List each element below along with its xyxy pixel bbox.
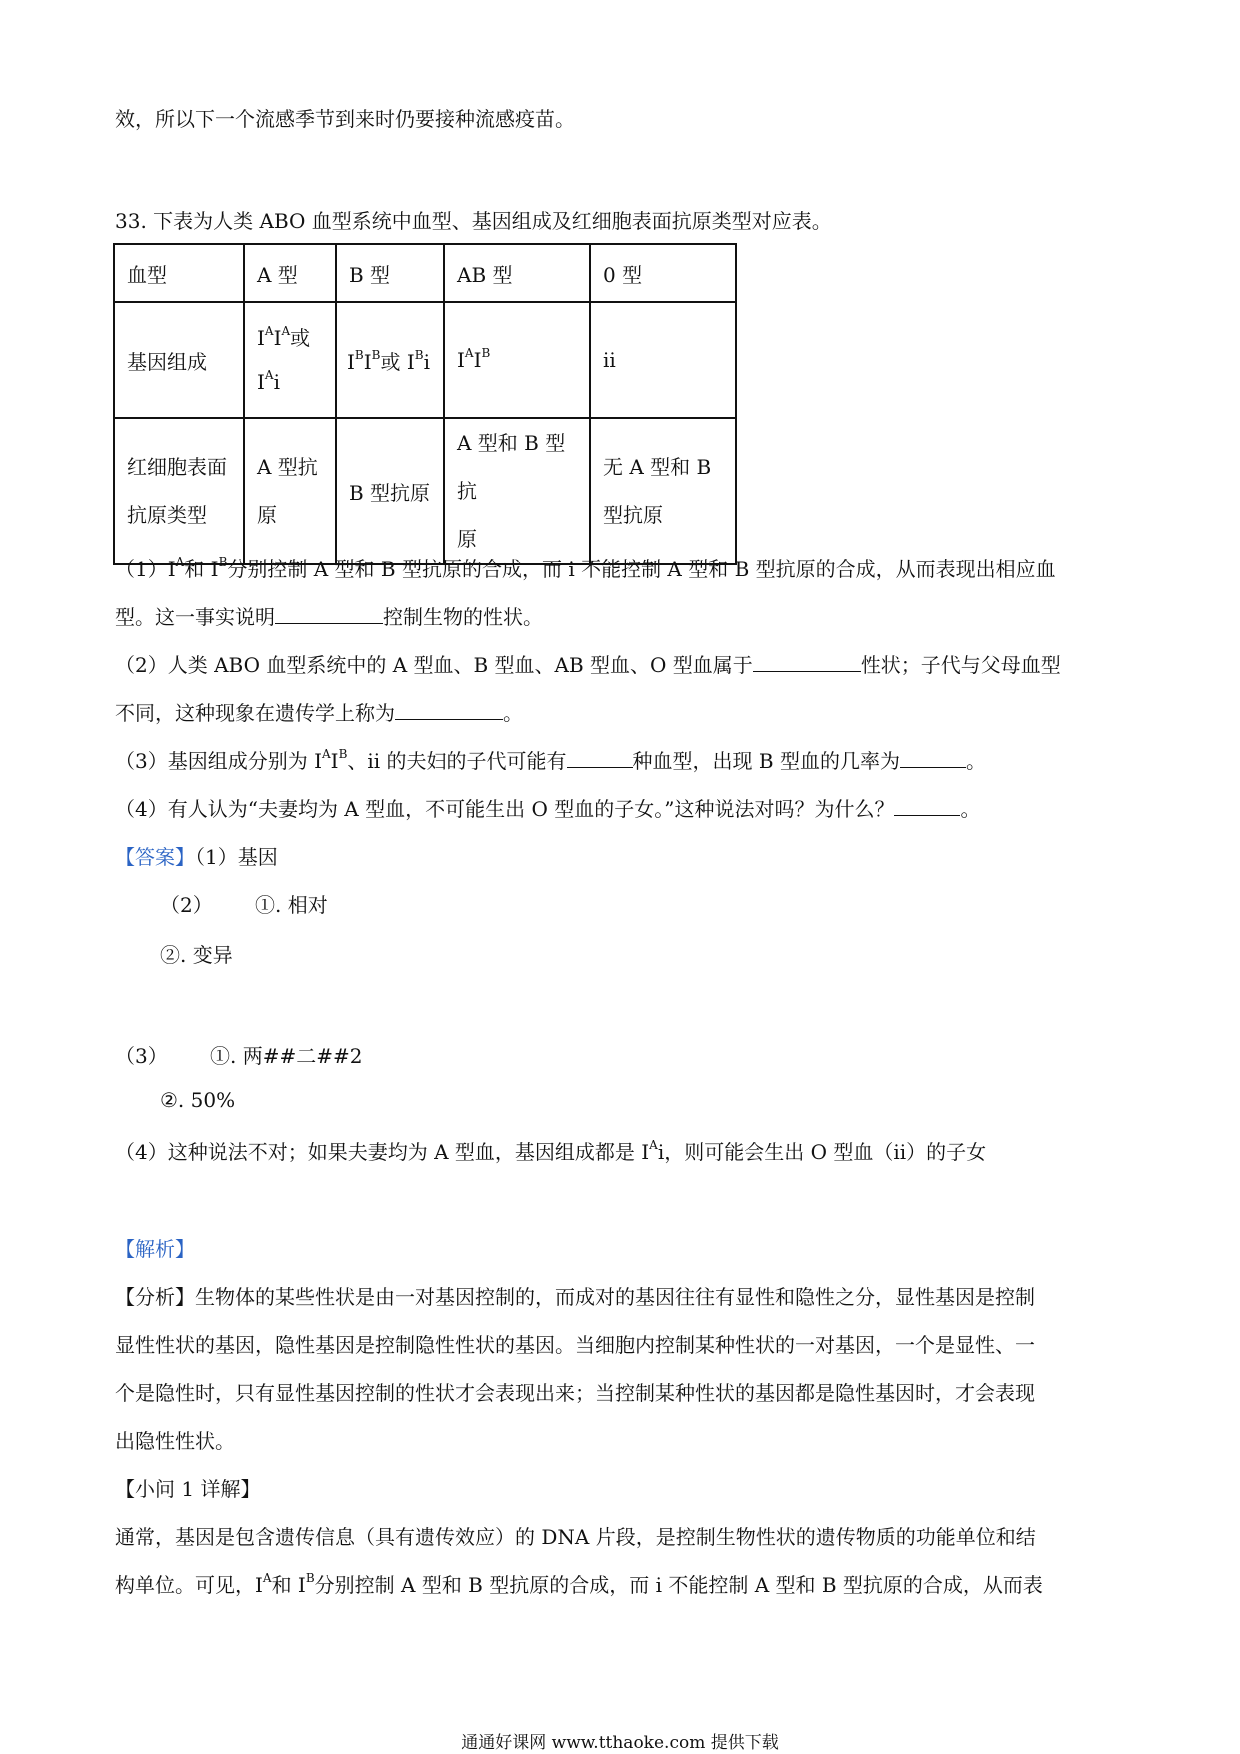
sup: A <box>649 1138 658 1153</box>
analysis-para-3: 个是隐性时，只有显性基因控制的性状才会表现出来；当控制某种性状的基因都是隐性基因时，才会表现 <box>115 1381 1035 1405</box>
text: 分别控制 A 型和 B 型抗原的合成，而 i 不能控制 A 型和 B 型抗原的合成，从而表现出相应血 <box>227 557 1056 581</box>
sup: A <box>175 555 185 570</box>
gene-text: I <box>347 349 355 374</box>
text: 和 I <box>271 1573 306 1597</box>
table-cell: A 型 <box>244 244 336 302</box>
footer: 通通好课网 www.tthaoke.com 提供下载 <box>461 1733 779 1753</box>
answer-blank[interactable] <box>753 651 861 672</box>
gene-sup: A <box>264 324 274 339</box>
text: 种血型，出现 B 型血的几率为 <box>632 749 900 773</box>
answer-3-num: （3） <box>115 1044 168 1068</box>
cell-text: 无 A 型和 B <box>603 455 712 479</box>
text: 。 <box>503 701 523 725</box>
text: 。 <box>965 749 986 773</box>
gene-sup: B <box>481 346 491 361</box>
cell-text: A 型抗 <box>257 455 318 479</box>
gene-text: 或 I <box>380 349 415 374</box>
table-cell: 基因组成 <box>114 302 244 418</box>
table-row <box>114 302 736 418</box>
q1-line1 <box>115 553 1056 582</box>
text: （1）I <box>115 557 176 581</box>
answer-blank[interactable] <box>275 603 383 624</box>
q4-line <box>115 793 980 822</box>
answer-blank[interactable] <box>900 747 966 768</box>
answer-2-num: （2） <box>160 893 213 917</box>
table-row <box>114 418 736 564</box>
table-cell <box>444 302 590 418</box>
gene-sup: B <box>354 347 364 362</box>
question-title: 33. 下表为人类 ABO 血型系统中血型、基因组成及红细胞表面抗原类型对应表。 <box>115 209 832 233</box>
answer-blank[interactable] <box>567 747 633 768</box>
cell-text: 原 <box>257 503 277 527</box>
gene-text: i <box>423 349 430 374</box>
text: 不同，这种现象在遗传学上称为 <box>115 701 395 725</box>
gene-sup: A <box>464 346 474 361</box>
gene-text: I <box>473 348 482 372</box>
table-cell <box>590 418 736 564</box>
gene-text: I <box>363 349 372 374</box>
text: （2）人类 ABO 血型系统中的 A 型血、B 型血、AB 型血、O 型血属于 <box>115 653 753 677</box>
blood-type-table <box>113 243 737 565</box>
answer-3-item2: ②. 50% <box>160 1088 236 1112</box>
q1-line2 <box>115 601 543 630</box>
table-row <box>114 244 736 302</box>
sub1-label: 【小问 1 详解】 <box>115 1477 261 1501</box>
sup: B <box>218 555 228 570</box>
table-cell: ii <box>590 302 736 418</box>
gene-text: i <box>273 370 280 394</box>
cell-text: 型抗原 <box>603 503 663 527</box>
answer-2-item1: ①. 相对 <box>255 893 328 917</box>
gene-sup: A <box>281 324 291 339</box>
text: （4）有人认为“夫妻均为 A 型血，不可能生出 O 型血的子女。”这种说法对吗？为什么？ <box>115 797 895 821</box>
answer-2-item2: ②. 变异 <box>160 943 233 967</box>
table-cell: 0 型 <box>590 244 736 302</box>
answer-3-item1: ①. 两##二##2 <box>210 1044 363 1068</box>
answer-blank[interactable] <box>894 795 960 816</box>
table-cell: B 型抗原 <box>336 418 444 564</box>
text: （3）基因组成分别为 I <box>115 749 322 773</box>
text: 控制生物的性状。 <box>383 605 543 629</box>
table-cell <box>244 302 336 418</box>
answer-blank[interactable] <box>395 699 503 720</box>
sub1-line1: 通常，基因是包含遗传信息（具有遗传效应）的 DNA 片段，是控制生物性状的遗传物质的功能单位和结 <box>115 1525 1036 1549</box>
analysis-para-4: 出隐性性状。 <box>115 1429 235 1453</box>
answer-line1 <box>115 841 278 870</box>
table-cell <box>244 418 336 564</box>
gene-sup: B <box>371 347 381 362</box>
q2-line2 <box>115 697 523 726</box>
text: i，则可能会生出 O 型血（ii）的子女 <box>657 1140 987 1164</box>
top-line: 效，所以下一个流感季节到来时仍要接种流感疫苗。 <box>115 107 575 131</box>
text: 分别控制 A 型和 B 型抗原的合成，而 i 不能控制 A 型和 B 型抗原的合成，从而表 <box>314 1573 1043 1597</box>
table-cell: B 型 <box>336 244 444 302</box>
answer-4 <box>115 1136 986 1165</box>
gene-sup: A <box>264 368 274 383</box>
text: 和 I <box>184 557 219 581</box>
gene-text: I <box>257 326 265 350</box>
text: 、ii 的夫妇的子代可能有 <box>347 749 567 773</box>
text: （4）这种说法不对；如果夫妻均为 A 型血，基因组成都是 I <box>115 1140 650 1164</box>
analysis-label: 【解析】 <box>115 1237 195 1261</box>
table-cell <box>444 418 590 564</box>
cell-text: 红细胞表面 <box>127 455 227 479</box>
gene-text: 或 <box>290 326 311 350</box>
cell-text: 抗原类型 <box>127 503 207 527</box>
text: 构单位。可见，I <box>115 1573 263 1597</box>
sup: B <box>338 747 348 762</box>
table-cell: 血型 <box>114 244 244 302</box>
gene-text: I <box>257 370 265 394</box>
table-cell <box>336 302 444 418</box>
q3-line <box>115 745 986 774</box>
cell-text: A 型和 B 型抗 <box>457 431 566 503</box>
text: 性状；子代与父母血型 <box>860 653 1061 677</box>
text: 。 <box>960 797 981 821</box>
text: I <box>330 749 339 773</box>
gene-text: I <box>457 348 465 372</box>
sup: A <box>262 1571 272 1586</box>
sup: A <box>321 747 331 762</box>
sub1-line2 <box>115 1569 1043 1598</box>
gene-text: I <box>273 326 282 350</box>
gene-sup: B <box>414 347 424 362</box>
table-cell: AB 型 <box>444 244 590 302</box>
text: 型。这一事实说明 <box>115 605 275 629</box>
cell-text: 原 <box>457 527 477 551</box>
table-cell <box>114 418 244 564</box>
sup: B <box>305 1571 315 1586</box>
answer-label: 【答案】 <box>115 845 195 869</box>
text: （1）基因 <box>195 845 278 869</box>
analysis-para-2: 显性性状的基因，隐性基因是控制隐性性状的基因。当细胞内控制某种性状的一对基因，一个是显性、一 <box>115 1333 1035 1357</box>
analysis-para-1: 【分析】生物体的某些性状是由一对基因控制的，而成对的基因往往有显性和隐性之分，显性基因是控制 <box>115 1285 1035 1309</box>
q2-line1 <box>115 649 1061 678</box>
